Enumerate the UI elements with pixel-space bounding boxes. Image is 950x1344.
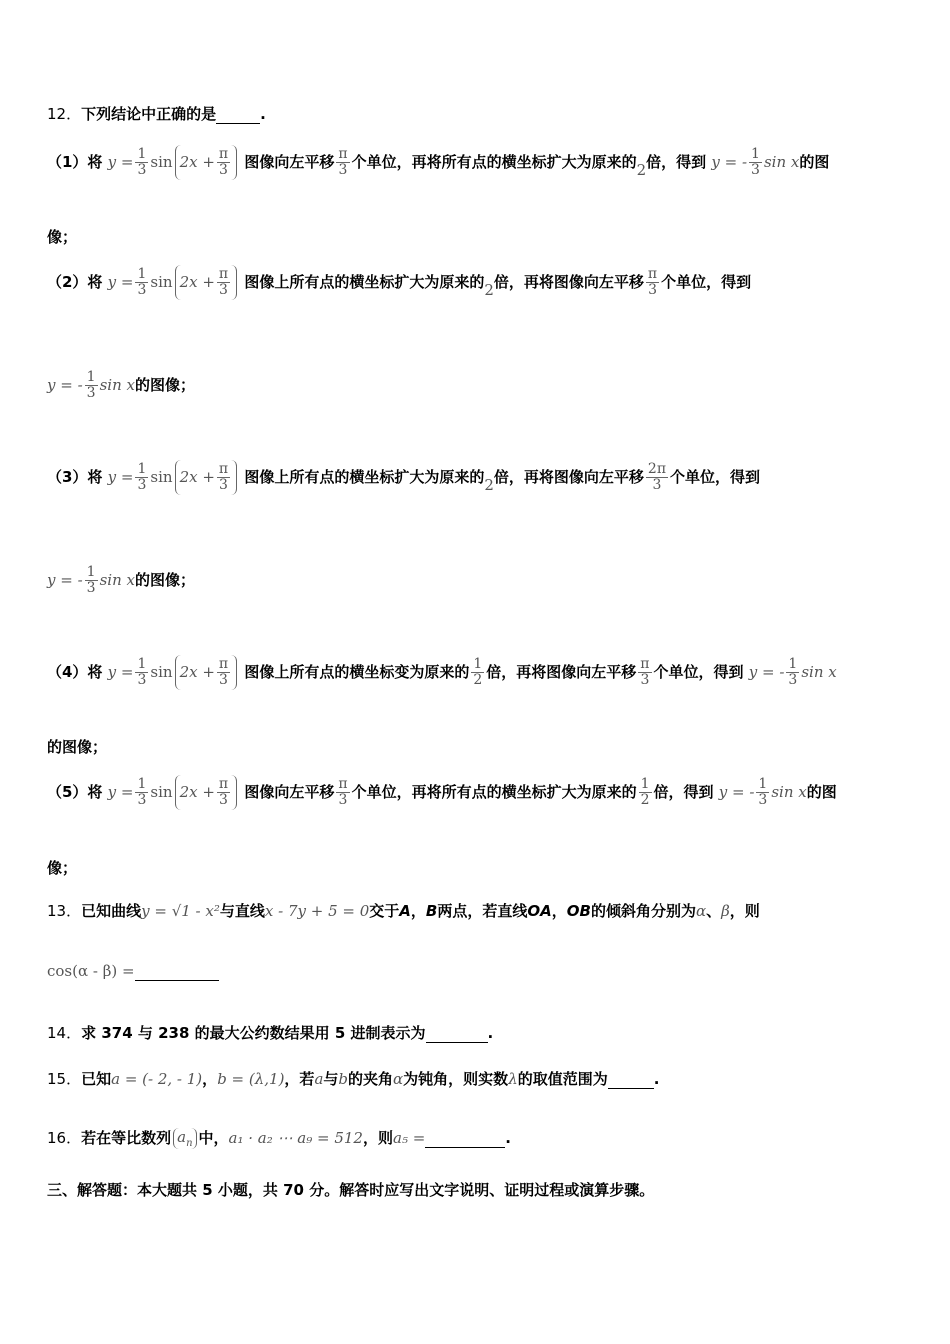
q12-number: 12． [47, 105, 82, 123]
q12-item-1-cont: 像； [47, 228, 78, 246]
q12-item-4: （4）将 y = $\frac{1}{3}$ sin 2x + $\frac{\pi}{3}$ 图像上所有点的横坐标变为原来的 $\frac{1}{2}$ 倍，再将图像向左平移 $\frac{\pi}{3}$ 个单位，得到 y = - $\frac{1}{3}$ sin x [47, 656, 837, 688]
q14-stem: 14．求 374 与 238 的最大公约数结果用 5 进制表示为 . [47, 1024, 494, 1042]
q12-item-3: （3）将 y = $\frac{1}{3}$ sin 2x + $\frac{\pi}{3}$ 图像上所有点的横坐标扩大为原来的2倍，再将图像向左平移 $\frac{2\pi}{3}$ 个单位，得到 [47, 461, 761, 494]
q15-vector-a: a = (- 2, - 1) [111, 1070, 203, 1088]
q13-answer-line: cos(α - β) = [47, 962, 219, 981]
section-3-heading: 三、解答题：本大题共 5 小题，共 70 分。解答时应写出文字说明、证明过程或演算步骤。 [47, 1181, 655, 1199]
q13-stem: 13．已知曲线y = √1 - x²与直线x - 7y + 5 = 0交于A，B两点，若直线OA，OB的倾斜角分别为α、β，则 [47, 902, 760, 920]
q12-item-3-result: y = - $\frac{1}{3}$ sin x的图像； [47, 564, 195, 596]
q12-blank [216, 105, 260, 124]
q15-stem: 15．已知a = (- 2, - 1)，b = (λ,1)，若a与b的夹角α为钝角，则实数λ的取值范围为 . [47, 1070, 660, 1088]
q16-product: a₁ · a₂ ⋯ a₉ = 512 [228, 1129, 363, 1147]
q16-stem: 16．若在等比数列 $a_n$ 中，a₁ · a₂ ⋯ a₉ = 512，则a₅ = . [47, 1128, 511, 1149]
q16-blank [425, 1129, 505, 1148]
q12-item-1: （1）将 y = $\frac{1}{3}$ sin 2x + $\frac{\pi}{3}$ 图像向左平移 $\frac{\pi}{3}$ 个单位，再将所有点的横坐标扩大为原来的2倍，得到 y = - $\frac{1}{3}$ sin x的图 [47, 146, 830, 179]
q13-curve: y = √1 - x² [141, 902, 220, 920]
q12-stem: 12．下列结论中正确的是 . [47, 105, 266, 123]
q14-blank [426, 1024, 488, 1043]
q13-line: x - 7y + 5 = 0 [264, 902, 370, 920]
q12-item-4-cont: 的图像； [47, 738, 108, 756]
q12-item-2: （2）将 y = $\frac{1}{3}$ sin 2x + $\frac{\pi}{3}$ 图像上所有点的横坐标扩大为原来的2倍，再将图像向左平移 $\frac{\pi}{3}$ 个单位，得到 [47, 266, 752, 299]
q12-item-5-cont: 像； [47, 859, 78, 877]
q15-vector-b: b = (λ,1) [217, 1070, 285, 1088]
q12-item-5: （5）将 y = $\frac{1}{3}$ sin 2x + $\frac{\pi}{3}$ 图像向左平移 $\frac{\pi}{3}$ 个单位，再将所有点的横坐标扩大为原来的 $\frac{1}{2}$ 倍，得到 y = - $\frac{1}{3}$ sin x的图 [47, 776, 837, 808]
q13-blank [135, 962, 219, 981]
frac-one-third: $\frac{1}{3}$ [137, 146, 147, 178]
q15-blank [608, 1070, 654, 1089]
q12-item-2-result: y = - $\frac{1}{3}$ sin x的图像； [47, 369, 195, 401]
